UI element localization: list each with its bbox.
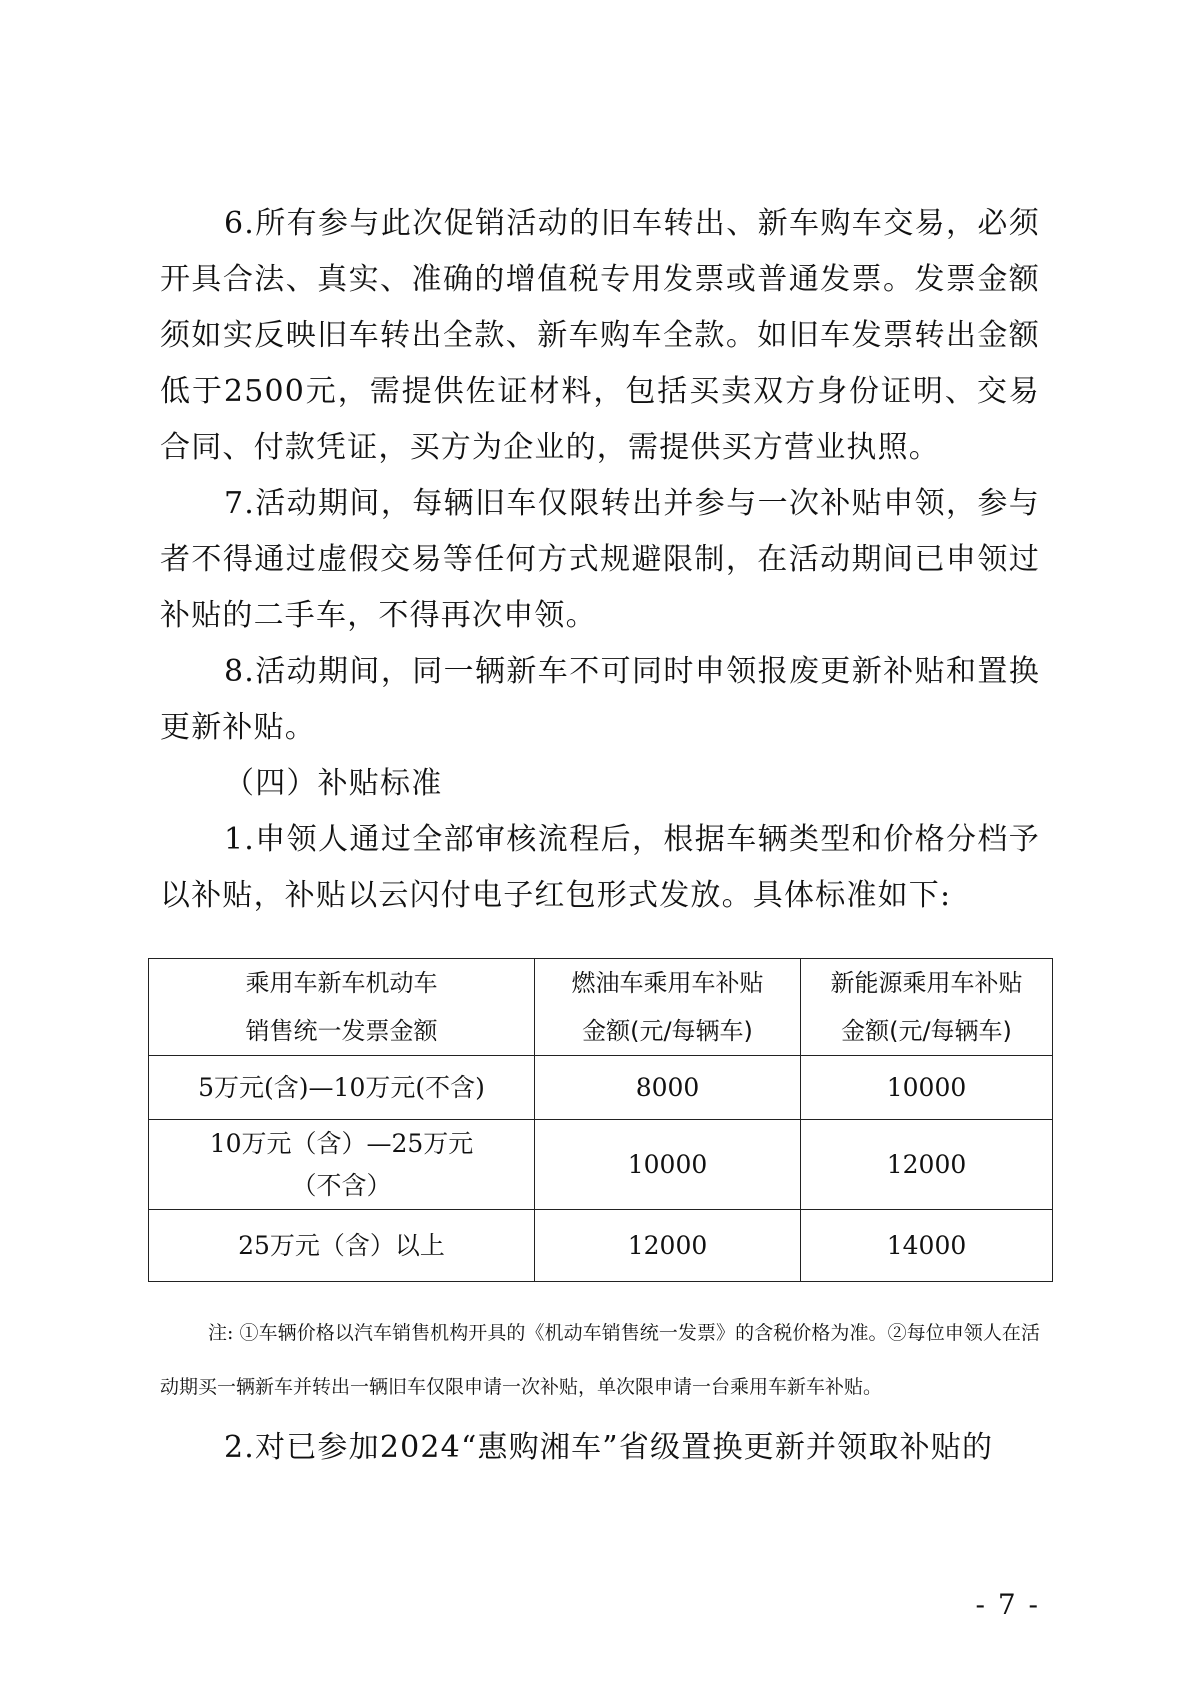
nev-subsidy-cell: 14000	[801, 1210, 1053, 1282]
paragraph-standard-1: 1.申领人通过全部审核流程后，根据车辆类型和价格分档予以补贴，补贴以云闪付电子红包形式发放。具体标准如下:	[160, 822, 1040, 913]
paragraph-item-8: 8.活动期间，同一辆新车不可同时申领报废更新补贴和置换更新补贴。	[160, 654, 1040, 745]
paragraph-item-7: 7.活动期间，每辆旧车仅限转出并参与一次补贴申领，参与者不得通过虚假交易等任何方式规避限制，在活动期间已申领过补贴的二手车，不得再次申领。	[160, 486, 1040, 633]
table-footnote: 注: ①车辆价格以汽车销售机构开具的《机动车销售统一发票》的含税价格为准。②每位申领人在活动期买一辆新车并转出一辆旧车仅限申请一次补贴，单次限申请一台乘用车新车补贴。	[160, 1322, 1040, 1398]
table-header-row	[149, 959, 1053, 1056]
price-range-cell	[149, 1056, 535, 1120]
header-line: 乘用车新车机动车	[245, 969, 438, 997]
price-range-cell	[149, 1210, 535, 1282]
paragraph-standard-2: 2.对已参加2024“惠购湘车”省级置换更新并领取补贴的	[224, 1430, 994, 1465]
header-line: 燃油车乘用车补贴	[571, 969, 764, 997]
table-row	[149, 1210, 1053, 1282]
table-row	[149, 1120, 1053, 1210]
price-range-text: 10万元（含）—25万元	[209, 1128, 474, 1158]
nev-subsidy-cell: 12000	[801, 1120, 1053, 1210]
paragraph-item-6: 6.所有参与此次促销活动的旧车转出、新车购车交易，必须开具合法、真实、准确的增值税专用发票或普通发票。发票金额须如实反映旧车转出全款、新车购车全款。如旧车发票转出金额低于2500元，需提供佐证材料，包括买卖双方身份证明、交易合同、付款凭证，买方为企业的，需提供买方营业执照。	[160, 206, 1040, 465]
subsidy-table	[148, 958, 1053, 1282]
fuel-subsidy-cell: 8000	[535, 1056, 801, 1120]
header-invoice-amount	[149, 959, 535, 1056]
header-line: 金额(元/每辆车)	[582, 1017, 753, 1045]
header-line: 金额(元/每辆车)	[841, 1017, 1012, 1045]
price-range-text: （不含）	[291, 1170, 392, 1200]
price-range-text: 25万元（含）以上	[238, 1230, 445, 1260]
fuel-subsidy-cell: 10000	[535, 1120, 801, 1210]
header-line: 销售统一发票金额	[245, 1017, 438, 1045]
section-heading: （四）补贴标准	[224, 766, 443, 801]
fuel-subsidy-cell: 12000	[535, 1210, 801, 1282]
page-number: - 7 -	[975, 1588, 1040, 1621]
nev-subsidy-cell: 10000	[801, 1056, 1053, 1120]
price-range-cell	[149, 1120, 535, 1210]
header-line: 新能源乘用车补贴	[830, 969, 1023, 997]
table-row	[149, 1056, 1053, 1120]
price-range-text: 5万元(含)—10万元(不含)	[198, 1072, 485, 1102]
header-fuel-subsidy	[535, 959, 801, 1056]
header-nev-subsidy	[801, 959, 1053, 1056]
